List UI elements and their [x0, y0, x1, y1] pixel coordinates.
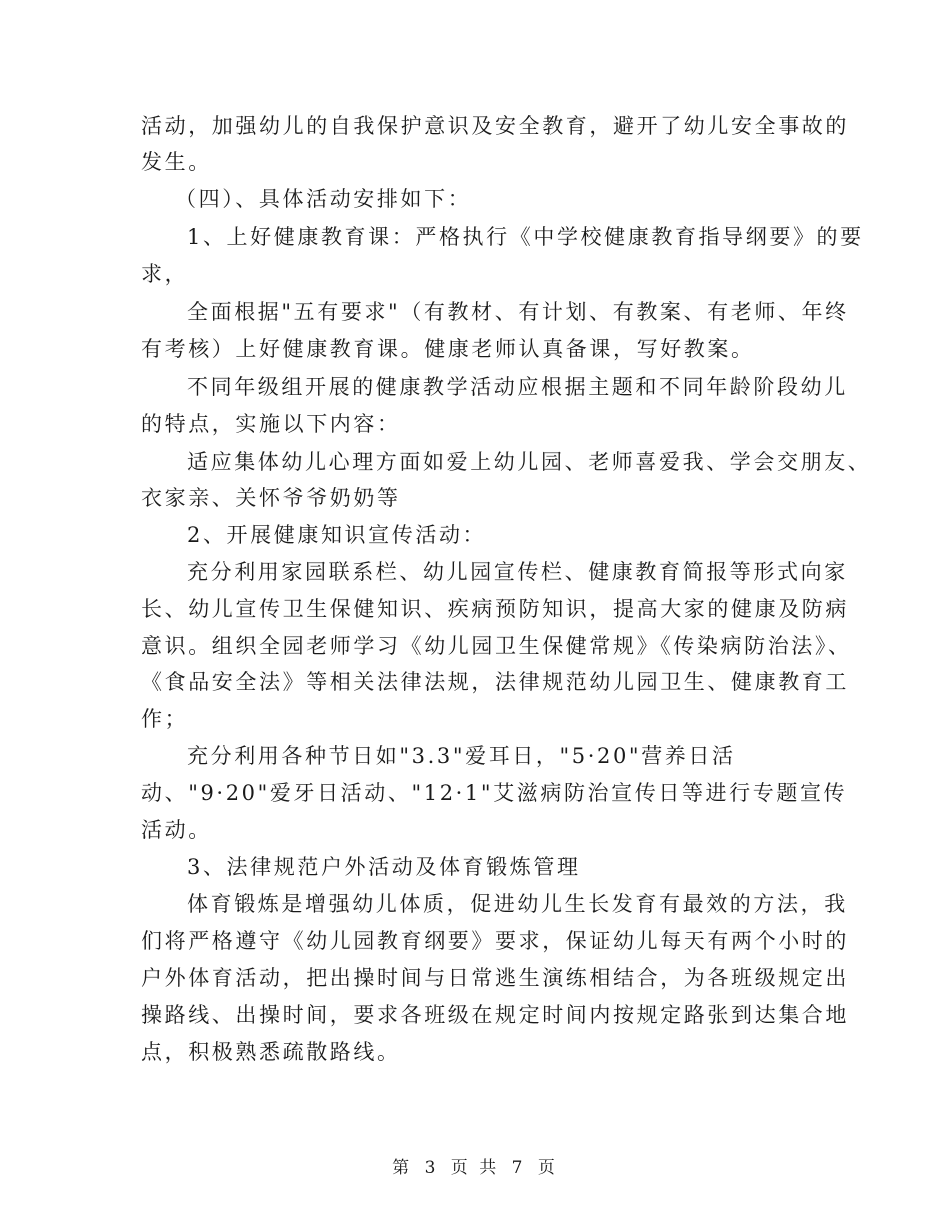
page-footer: [0, 1153, 950, 1178]
paragraph-line: 操路线、出操时间，要求各班级在规定时间内按规定路张到达集合地: [141, 1003, 849, 1027]
section-heading: 3、法律规范户外活动及体育锻炼管理: [187, 855, 581, 879]
paragraph-line: 充分利用家园联系栏、幼儿园宣传栏、健康教育简报等形式向家: [187, 560, 848, 584]
paragraph-line: 《食品安全法》等相关法律法规，法律规范幼儿园卫生、健康教育工: [141, 670, 849, 694]
paragraph-line: 作；: [141, 707, 189, 731]
paragraph-line: 1、上好健康教育课：严格执行《中学校健康教育指导纲要》的要: [187, 225, 864, 249]
page-label-suffix: 页: [537, 1158, 558, 1178]
paragraph-line: 活动，加强幼儿的自我保护意识及安全教育，避开了幼儿安全事故的: [141, 114, 849, 138]
page-label-mid: 页 共: [450, 1158, 500, 1178]
paragraph-line: 不同年级组开展的健康教学活动应根据主题和不同年龄阶段幼儿: [187, 375, 848, 399]
paragraph-line: 们将严格遵守《幼儿园教育纲要》要求，保证幼儿每天有两个小时的: [141, 929, 849, 953]
paragraph-line: 充分利用各种节日如"3.3"爱耳日，"5·20"营养日活: [187, 744, 736, 768]
paragraph-line: 适应集体幼儿心理方面如爱上幼儿园、老师喜爱我、学会交朋友、: [187, 450, 872, 474]
paragraph-line: 的特点，实施以下内容：: [141, 412, 401, 436]
page-label-prefix: 第: [392, 1158, 413, 1178]
total-pages-number: 7: [511, 1158, 526, 1178]
paragraph-line: 全面根据"五有要求"（有教材、有计划、有教案、有老师、年终: [187, 300, 849, 324]
current-page-number: 3: [424, 1158, 439, 1178]
paragraph-line: 活动。: [141, 818, 212, 842]
paragraph-line: 发生。: [141, 150, 212, 174]
paragraph-line: 有考核）上好健康教育课。健康老师认真备课，写好教案。: [141, 337, 755, 361]
section-heading: 2、开展健康知识宣传活动：: [187, 523, 487, 547]
paragraph-line: 动、"9·20"爱牙日活动、"12·1"艾滋病防治宣传日等进行专题宣传: [141, 781, 848, 805]
paragraph-line: 户外体育活动，把出操时间与日常逃生演练相结合，为各班级规定出: [141, 966, 849, 990]
paragraph-line: 体育锻炼是增强幼儿体质，促进幼儿生长发育有最效的方法，我: [187, 892, 848, 916]
paragraph-line: 衣家亲、关怀爷爷奶奶等: [141, 486, 401, 510]
paragraph-line: 求，: [141, 262, 189, 286]
section-heading: （四）、具体活动安排如下：: [175, 187, 472, 211]
paragraph-line: 点，积极熟悉疏散路线。: [141, 1040, 401, 1064]
paragraph-line: 长、幼儿宣传卫生保健知识、疾病预防知识，提高大家的健康及防病: [141, 597, 849, 621]
paragraph-line: 意识。组织全园老师学习《幼儿园卫生保健常规》《传染病防治法》、: [141, 634, 852, 658]
